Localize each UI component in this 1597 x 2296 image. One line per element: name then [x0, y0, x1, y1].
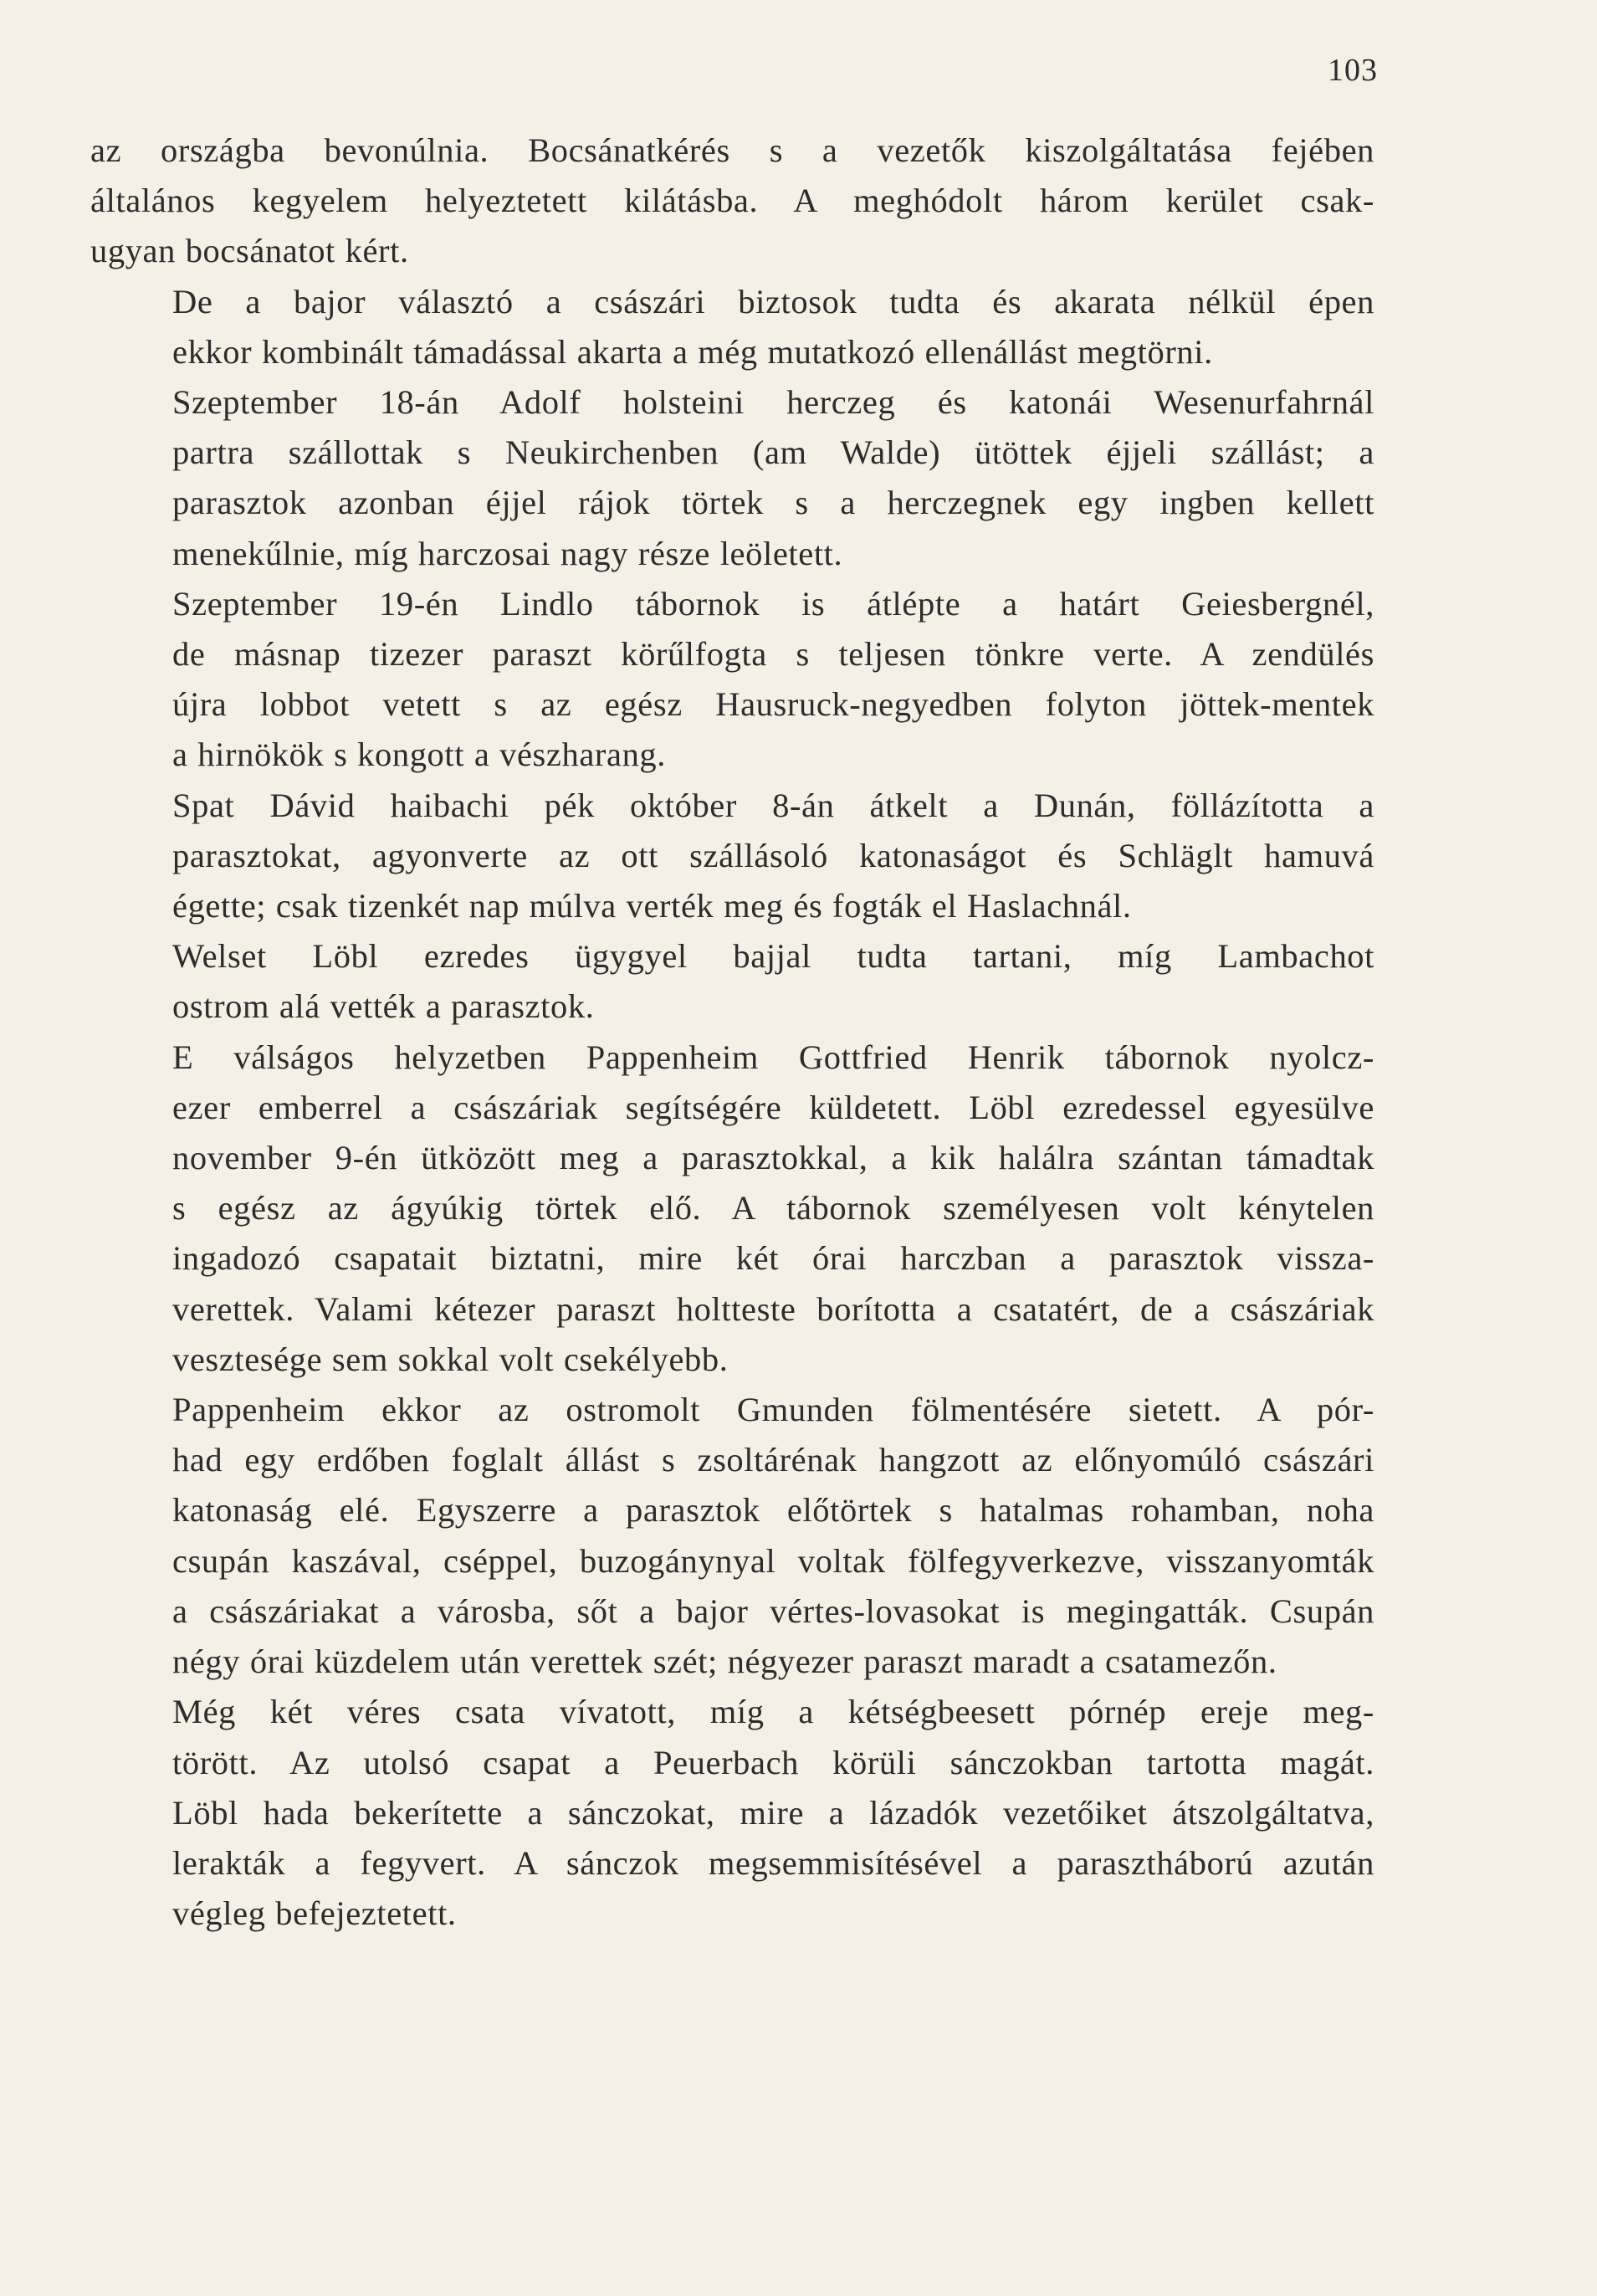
text-line: Löbl hada bekerítette a sánczokat, mire a lázadók vezetőiket átszolgáltatva,: [172, 1793, 1374, 1832]
text-line: Welset Löbl ezredes ügygyel bajjal tudta tartani, míg Lambachot: [172, 937, 1374, 976]
text-line: égette; csak tizenkét nap múlva verték meg és fogták el Haslachnál.: [172, 887, 1132, 925]
paragraph: [90, 277, 1374, 377]
text-line: E válságos helyzetben Pappenheim Gottfried Henrik tábornok nyolcz-: [172, 1038, 1374, 1076]
text-line: ugyan bocsánatot kért.: [90, 232, 409, 270]
paragraph: [90, 1385, 1374, 1687]
text-line: de másnap tizezer paraszt körűlfogta s teljesen tönkre verte. A zendülés: [172, 635, 1374, 674]
text-line: Pappenheim ekkor az ostromolt Gmunden fölmentésére sietett. A pór-: [172, 1391, 1374, 1429]
text-line: De a bajor választó a császári biztosok tudta és akarata nélkül épen: [172, 282, 1374, 320]
text-line: parasztokat, agyonverte az ott szállásoló katonaságot és Schläglt hamuvá: [172, 836, 1374, 874]
text-line: általános kegyelem helyeztetett kilátásba. A meghódolt három kerület csak-: [90, 182, 1374, 220]
text-line: törött. Az utolsó csapat a Peuerbach körüli sánczokban tartotta magát.: [172, 1743, 1374, 1781]
text-line: lerakták a fegyvert. A sánczok megsemmisítésével a parasztháború azután: [172, 1843, 1374, 1882]
text-line: végleg befejeztetett.: [172, 1894, 457, 1933]
text-line: Szeptember 19-én Lindlo tábornok is átlépte a határt Geiesbergnél,: [172, 584, 1374, 623]
text-line: Még két véres csata vívatott, míg a kétségbeesett pórnép ereje meg-: [172, 1693, 1374, 1731]
text-line: ezer emberrel a császáriak segítségére küldetett. Löbl ezredessel egyesülve: [172, 1088, 1374, 1126]
text-line: verettek. Valami kétezer paraszt holtteste borította a csatatért, de a császáriak: [172, 1289, 1374, 1328]
text-line: parasztok azonban éjjel rájok törtek s a herczegnek egy ingben kellett: [172, 484, 1374, 522]
paragraph: [90, 126, 1374, 277]
text-line: négy órai küzdelem után verettek szét; négyezer paraszt maradt a csatamezőn.: [172, 1643, 1277, 1681]
paragraph: [90, 1033, 1374, 1385]
page-number: 103: [1328, 53, 1378, 88]
paragraph: [90, 579, 1374, 781]
text-line: vesztesége sem sokkal volt csekélyebb.: [172, 1340, 729, 1378]
text-line: menekűlnie, míg harczosai nagy része leöletett.: [172, 534, 843, 572]
text-line: s egész az ágyúkig törtek elő. A tábornok személyesen volt kénytelen: [172, 1189, 1374, 1227]
text-line: ingadozó csapatait biztatni, mire két órai harczban a parasztok vissza-: [172, 1239, 1374, 1278]
text-line: ekkor kombinált támadással akarta a még mutatkozó ellenállást megtörni.: [172, 332, 1213, 371]
text-line: a hirnökök s kongott a vészharang.: [172, 735, 667, 774]
text-line: katonaság elé. Egyszerre a parasztok előtörtek s hatalmas rohamban, noha: [172, 1491, 1374, 1530]
text-line: az országba bevonúlnia. Bocsánatkérés s a vezetők kiszolgáltatása fejében: [90, 131, 1374, 169]
text-line: ostrom alá vették a parasztok.: [172, 987, 595, 1026]
paragraph: [90, 781, 1374, 932]
text-line: had egy erdőben foglalt állást s zsoltárénak hangzott az előnyomúló császári: [172, 1441, 1374, 1479]
text-line: Szeptember 18-án Adolf holsteini herczeg és katonái Wesenurfahrnál: [172, 383, 1374, 422]
text-line: újra lobbot vetett s az egész Hausruck-negyedben folyton jöttek-mentek: [172, 685, 1374, 724]
text-line: a császáriakat a városba, sőt a bajor vértes-lovasokat is megingatták. Csupán: [172, 1591, 1374, 1630]
paragraph: [90, 377, 1374, 579]
text-line: csupán kaszával, cséppel, buzogánynyal voltak fölfegyverkezve, visszanyomták: [172, 1541, 1374, 1580]
text-line: Spat Dávid haibachi pék október 8-án átkelt a Dunán, föllázította a: [172, 786, 1374, 824]
text-line: partra szállottak s Neukirchenben (am Walde) ütöttek éjjeli szállást; a: [172, 433, 1374, 472]
body-text: [90, 126, 1374, 1939]
text-line: november 9-én ütközött meg a parasztokkal, a kik halálra szántan támadtak: [172, 1139, 1374, 1177]
paragraph: [90, 1687, 1374, 1939]
paragraph: [90, 931, 1374, 1032]
